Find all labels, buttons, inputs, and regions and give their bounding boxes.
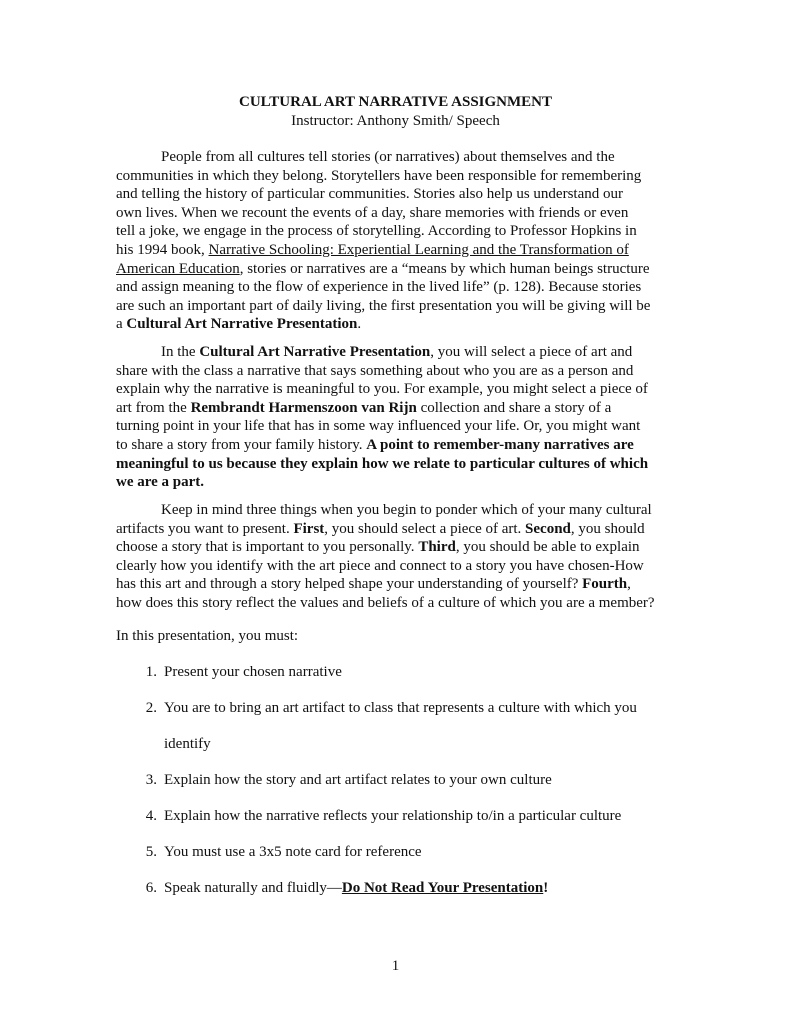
text-line bbox=[116, 343, 676, 362]
text-run: , bbox=[627, 576, 631, 593]
text-run: , you will select a piece of art and bbox=[430, 344, 633, 360]
list-text: identify bbox=[164, 736, 211, 752]
text-run: ! bbox=[543, 880, 549, 896]
emphasis-point-to-remember: A point to remember-many narratives are bbox=[366, 436, 634, 453]
page-number: 1 bbox=[391, 958, 400, 974]
text-run: has this art and through a story helped shape your understanding of yourself? bbox=[116, 576, 583, 593]
paragraph-intro bbox=[116, 148, 676, 334]
text-line bbox=[116, 436, 676, 455]
list-number: 1. bbox=[145, 664, 157, 680]
text-run: , you should bbox=[570, 520, 645, 537]
text-line bbox=[116, 315, 676, 334]
text-run: , you should select a piece of art. bbox=[324, 520, 526, 537]
text-run: choose a story that is important to you personally. bbox=[116, 539, 419, 556]
text-line: communities in which they belong. Storytellers have been responsible for remembering bbox=[116, 167, 642, 184]
text-run: , you should be able to explain bbox=[455, 539, 640, 556]
emphasis-point-to-remember: meaningful to us because they explain how we relate to particular cultures of which bbox=[116, 455, 649, 472]
emphasis-point-to-remember: we are a part. bbox=[116, 474, 205, 491]
text-line: tell a joke, we engage in the process of storytelling. According to Professor Hopkins in bbox=[116, 223, 637, 240]
list-number: 3. bbox=[145, 772, 157, 788]
book-title-part-1: Narrative Schooling: Experiential Learning and the Transformation of bbox=[208, 241, 629, 258]
text-run: . bbox=[357, 316, 362, 333]
list-number: 5. bbox=[145, 844, 157, 860]
paragraph-presentation bbox=[116, 343, 676, 492]
text-line: turning point in your life that has in some way influenced your life. Or, you might want bbox=[116, 418, 641, 435]
paragraph-three-things bbox=[116, 501, 676, 613]
text-run: to share a story from your family history. bbox=[116, 436, 367, 453]
text-line: clearly how you identify with the art piece and connect to a story you have chosen-How bbox=[116, 557, 644, 574]
text-run: In the bbox=[161, 344, 200, 360]
list-text: You must use a 3x5 note card for reference bbox=[164, 844, 422, 860]
text-line bbox=[116, 399, 676, 418]
text-line: explain why the narrative is meaningful to you. For example, you might select a piece of bbox=[116, 381, 648, 398]
emphasis-presentation-name: Cultural Art Narrative Presentation bbox=[126, 316, 358, 333]
text-line: are such an important part of daily living, the first presentation you will be giving will be bbox=[116, 297, 651, 314]
paragraph-requirements-intro bbox=[116, 627, 676, 646]
text-run: his 1994 book, bbox=[116, 241, 209, 258]
list-text: Explain how the story and art artifact relates to your own culture bbox=[164, 772, 552, 788]
emphasis-third: Third bbox=[418, 539, 456, 556]
list-number: 6. bbox=[145, 880, 157, 896]
emphasis-do-not-read: Do Not Read Your Presentation bbox=[341, 880, 544, 896]
text-run: , stories or narratives are a “means by which human beings structure bbox=[239, 260, 650, 277]
text-line: Keep in mind three things when you begin to ponder which of your many cultural bbox=[161, 502, 652, 518]
text-line bbox=[116, 473, 676, 492]
list-number: 4. bbox=[145, 808, 157, 824]
text-line bbox=[116, 520, 676, 539]
book-title-part-2: American Education bbox=[116, 260, 240, 277]
text-run: collection and share a story of a bbox=[416, 399, 612, 416]
list-number: 2. bbox=[145, 700, 157, 716]
emphasis-first: First bbox=[293, 520, 325, 537]
text-line bbox=[116, 455, 676, 474]
text-line: own lives. When we recount the events of a day, share memories with friends or even bbox=[116, 204, 629, 221]
text-line: share with the class a narrative that says something about who you are as a person and bbox=[116, 362, 634, 379]
text-line: In this presentation, you must: bbox=[116, 628, 299, 644]
emphasis-fourth: Fourth bbox=[582, 576, 628, 593]
text-run: artifacts you want to present. bbox=[116, 520, 294, 537]
list-text: You are to bring an art artifact to class that represents a culture with which you bbox=[164, 700, 637, 716]
text-line bbox=[116, 260, 676, 279]
emphasis-second: Second bbox=[525, 520, 571, 537]
list-text: Explain how the narrative reflects your relationship to/in a particular culture bbox=[164, 808, 622, 824]
emphasis-presentation-name: Cultural Art Narrative Presentation bbox=[199, 344, 431, 360]
text-run: a bbox=[116, 316, 127, 333]
text-run: Speak naturally and fluidly— bbox=[164, 880, 342, 896]
list-text bbox=[164, 879, 548, 898]
document-subtitle: Instructor: Anthony Smith/ Speech bbox=[291, 112, 500, 129]
emphasis-artist-name: Rembrandt Harmenszoon van Rijn bbox=[190, 399, 417, 416]
text-line: how does this story reflect the values and beliefs of a culture of which you are a member? bbox=[116, 594, 655, 611]
text-line bbox=[116, 538, 676, 557]
document-title: CULTURAL ART NARRATIVE ASSIGNMENT bbox=[238, 94, 553, 110]
text-line: and assign meaning to the flow of experience in the lived life” (p. 128). Because stories bbox=[116, 279, 642, 296]
text-line: People from all cultures tell stories (or narratives) about themselves and the bbox=[161, 149, 615, 165]
text-line: and telling the history of particular communities. Stories also help us understand our bbox=[116, 186, 623, 203]
text-run: art from the bbox=[116, 399, 191, 416]
list-text: Present your chosen narrative bbox=[164, 664, 342, 680]
text-line bbox=[116, 241, 676, 260]
text-line bbox=[116, 575, 676, 594]
